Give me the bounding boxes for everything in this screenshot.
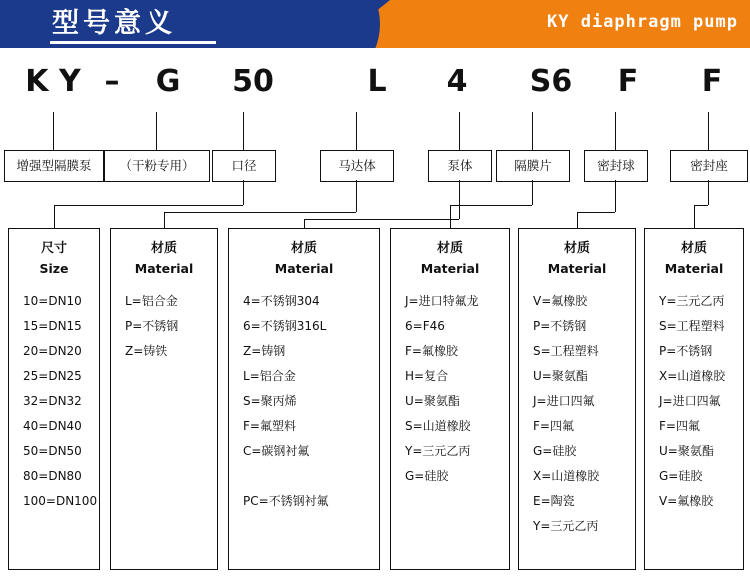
spec-column-list	[645, 279, 743, 514]
model-code-segment: S6	[529, 64, 573, 99]
spec-item: 80=DN80	[23, 469, 82, 483]
branch-drop	[450, 205, 451, 228]
spec-item: U=聚氨酯	[659, 444, 714, 458]
spec-column-pump-body-material	[228, 228, 380, 570]
title-underline	[50, 41, 216, 44]
code-label-box: 密封座	[670, 150, 748, 182]
spec-column-header	[645, 229, 743, 279]
page-title-en: KY diaphragm pump	[547, 12, 738, 32]
code-stem	[615, 112, 616, 150]
spec-item: S=山道橡胶	[405, 419, 471, 433]
spec-item: P=不锈钢	[533, 319, 587, 333]
model-code-segment: G	[155, 64, 181, 99]
code-label-box: （干粉专用）	[104, 150, 210, 182]
spec-item: Y=三元乙丙	[659, 294, 725, 308]
code-stem	[53, 112, 54, 150]
spec-item: G=硅胶	[659, 469, 703, 483]
spec-item: L=铝合金	[243, 369, 296, 383]
spec-item: Y=三元乙丙	[405, 444, 471, 458]
branch-drop	[694, 205, 695, 228]
model-code-row	[0, 58, 750, 112]
branch-bridge	[694, 205, 708, 206]
code-label-box: 密封球	[584, 150, 648, 182]
spec-item: P=不锈钢	[125, 319, 179, 333]
model-code-segment: 50	[232, 64, 274, 99]
spec-item: F=氟橡胶	[405, 344, 458, 358]
spec-column-header-en: Material	[420, 261, 480, 276]
code-label-box: 马达体	[320, 150, 394, 182]
spec-column-header-en: Size	[39, 261, 69, 276]
spec-item: 25=DN25	[23, 369, 82, 383]
spec-column-header	[391, 229, 509, 279]
spec-column-seal-seat-material	[644, 228, 744, 570]
model-code-segment: K Y	[25, 64, 81, 99]
code-stem	[243, 112, 244, 150]
spec-item: 40=DN40	[23, 419, 82, 433]
spec-column-header-cn: 材质	[563, 241, 590, 256]
branch-stem	[708, 180, 709, 205]
spec-item: G=硅胶	[405, 469, 449, 483]
branch-drop	[577, 212, 578, 228]
spec-column-header-en: Material	[134, 261, 194, 276]
spec-item: Y=三元乙丙	[533, 519, 599, 533]
branch-stem	[356, 180, 357, 212]
spec-item	[243, 464, 379, 489]
branch-bridge	[304, 219, 459, 220]
spec-column-size	[8, 228, 100, 570]
spec-item: 100=DN100	[23, 494, 98, 508]
spec-item: E=陶瓷	[533, 494, 575, 508]
spec-item: L=铝合金	[125, 294, 178, 308]
code-label-box: 口径	[212, 150, 276, 182]
spec-column-header	[229, 229, 379, 279]
spec-column-header	[111, 229, 217, 279]
branch-stem	[459, 180, 460, 219]
spec-column-header-en: Material	[274, 261, 334, 276]
code-stem	[532, 112, 533, 150]
spec-column-header-en: Material	[547, 261, 607, 276]
spec-item: S=工程塑料	[659, 319, 725, 333]
spec-item: F=四氟	[659, 419, 700, 433]
branch-stem	[243, 180, 244, 205]
model-code-segment: 4	[446, 64, 468, 99]
spec-column-list	[229, 279, 379, 514]
branch-drop	[54, 205, 55, 228]
code-label-box: 增强型隔膜泵	[4, 150, 104, 182]
code-stem	[708, 112, 709, 150]
spec-item: 20=DN20	[23, 344, 82, 358]
model-code-segment: F	[617, 64, 639, 99]
spec-item: 50=DN50	[23, 444, 82, 458]
spec-item: F=四氟	[533, 419, 574, 433]
code-stem	[356, 112, 357, 150]
model-code-segment: –	[104, 64, 120, 99]
spec-column-header-en: Material	[664, 261, 724, 276]
branch-bridge	[164, 212, 356, 213]
spec-column-list	[391, 279, 509, 489]
spec-item: U=聚氨酯	[405, 394, 460, 408]
spec-item: 15=DN15	[23, 319, 82, 333]
spec-item: Z=铸铁	[125, 344, 168, 358]
spec-item: G=硅胶	[533, 444, 577, 458]
spec-column-header-cn: 材质	[436, 241, 463, 256]
spec-item: U=聚氨酯	[533, 369, 588, 383]
spec-item: J=进口四氟	[659, 394, 721, 408]
spec-item: C=碳钢衬氟	[243, 444, 310, 458]
spec-item: 10=DN10	[23, 294, 82, 308]
spec-column-header	[519, 229, 635, 279]
model-code-segment: F	[701, 64, 723, 99]
code-stem	[459, 112, 460, 150]
spec-item: PC=不锈钢衬氟	[243, 494, 329, 508]
spec-item: 6=不锈钢316L	[243, 319, 327, 333]
branch-stem	[532, 180, 533, 205]
branch-bridge	[577, 212, 615, 213]
spec-item: F=氟塑料	[243, 419, 296, 433]
spec-column-header	[9, 229, 99, 279]
code-stem	[156, 112, 157, 150]
branch-drop	[304, 219, 305, 228]
spec-item: V=氟橡胶	[533, 294, 588, 308]
branch-bridge	[54, 205, 243, 206]
page-title: 型号意义	[52, 8, 176, 39]
code-label-box: 隔膜片	[496, 150, 570, 182]
branch-stem	[615, 180, 616, 212]
spec-column-list	[9, 279, 99, 514]
model-code-segment: L	[367, 64, 387, 99]
spec-item: X=山道橡胶	[533, 469, 600, 483]
spec-column-list	[111, 279, 217, 364]
spec-item: V=氟橡胶	[659, 494, 714, 508]
code-label-box: 泵体	[428, 150, 492, 182]
page-header	[0, 0, 750, 48]
spec-column-header-cn: 材质	[150, 241, 177, 256]
spec-item: Z=铸钢	[243, 344, 286, 358]
spec-item: S=聚丙烯	[243, 394, 297, 408]
spec-item: J=进口特氟龙	[405, 294, 479, 308]
spec-column-header-cn: 材质	[290, 241, 317, 256]
branch-drop	[164, 212, 165, 228]
spec-item: S=工程塑料	[533, 344, 599, 358]
header-blue-curve	[230, 0, 380, 48]
spec-item: J=进口四氟	[533, 394, 595, 408]
spec-column-list	[519, 279, 635, 539]
spec-column-seal-ball-material	[518, 228, 636, 570]
spec-item: H=复合	[405, 369, 449, 383]
spec-item: P=不锈钢	[659, 344, 713, 358]
spec-column-motor-body-material	[110, 228, 218, 570]
spec-column-header-cn: 材质	[680, 241, 707, 256]
spec-column-header-cn: 尺寸	[40, 241, 67, 256]
spec-item: X=山道橡胶	[659, 369, 726, 383]
spec-item: 6=F46	[405, 319, 445, 333]
branch-bridge	[450, 205, 532, 206]
spec-column-diaphragm-material	[390, 228, 510, 570]
spec-item: 4=不锈钢304	[243, 294, 320, 308]
spec-item: 32=DN32	[23, 394, 82, 408]
